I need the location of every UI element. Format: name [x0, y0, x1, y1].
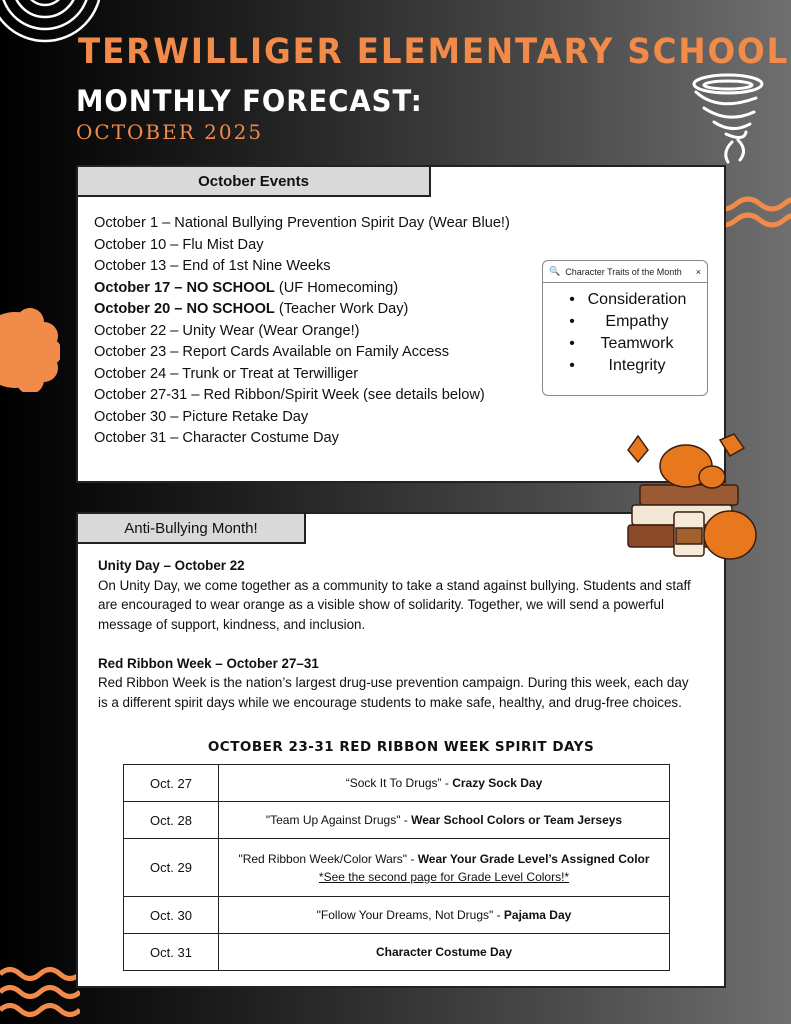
event-item: October 10 – Flu Mist Day: [94, 236, 264, 253]
event-item: October 1 – National Bullying Prevention Spirit Day (Wear Blue!): [94, 215, 510, 231]
event-item: October 24 – Trunk or Treat at Terwilliger: [94, 365, 359, 382]
event-item: October 30 – Picture Retake Day: [94, 408, 309, 425]
pumpkins-books-illustration: [620, 430, 762, 565]
traits-search-bar: [543, 261, 707, 283]
month-label: OCTOBER 2025: [76, 120, 264, 144]
unity-day-body: On Unity Day, we come together as a community to take a stand against bullying. Students and staff are encouraged to wear orange as a visible show of solidarity. Together, we will send a powerful message of support, kindness, and inclusion.: [98, 577, 691, 632]
character-traits-box: [542, 260, 708, 396]
date-cell: Oct. 30: [124, 897, 219, 934]
event-item: October 22 – Unity Wear (Wear Orange!): [94, 322, 360, 339]
page-title: MONTHLY FORECAST:: [76, 84, 423, 118]
trait-item: • Teamwork: [569, 335, 674, 352]
trait-item: • Empathy: [569, 313, 669, 330]
close-icon: ×: [695, 266, 701, 277]
spirit-days-table: [123, 764, 670, 971]
school-name: TERWILLIGER ELEMENTARY SCHOOL: [78, 32, 790, 72]
unity-day-heading: Unity Day – October 22: [98, 558, 245, 573]
spirit-days-title: OCTOBER 23-31 RED RIBBON WEEK SPIRIT DAYS: [207, 739, 595, 755]
orange-wave-decoration-bottom: [0, 962, 80, 1024]
event-item: October 20 – NO SCHOOL (Teacher Work Day): [94, 301, 409, 317]
event-item: October 17 – NO SCHOOL (UF Homecoming): [94, 279, 399, 296]
date-cell: Oct. 29: [124, 839, 219, 897]
table-row: [124, 765, 670, 802]
grade-colors-note: *See the second page for Grade Level Colors!*: [318, 869, 570, 884]
event-item: October 27-31 – Red Ribbon/Spirit Week (see details below): [94, 387, 485, 403]
orange-flower-decoration: [0, 308, 60, 392]
event-item: October 31 – Character Costume Day: [94, 430, 339, 446]
theme-cell: "Team Up Against Drugs" - Wear School Colors or Team Jerseys: [219, 802, 670, 839]
trait-item: • Integrity: [569, 357, 666, 374]
table-row: [124, 897, 670, 934]
theme-cell: “Sock It To Drugs” - Crazy Sock Day: [219, 765, 670, 802]
table-row: [124, 934, 670, 971]
red-ribbon-body: Red Ribbon Week is the nation’s largest drug-use prevention campaign. During this week, each day is a different spirit days while we encourage students to make safe, healthy, and drug-free choices.: [98, 675, 689, 710]
trait-item: • Consideration: [569, 291, 687, 308]
events-list: [94, 213, 510, 450]
table-row: [124, 839, 670, 897]
traits-title: Character Traits of the Month: [565, 266, 682, 277]
red-ribbon-heading: Red Ribbon Week – October 27–31: [98, 655, 319, 671]
theme-cell: "Red Ribbon Week/Color Wars" - Wear Your Grade Level’s Assigned Color *See the second page for Grade Level Colors!*: [219, 839, 670, 897]
date-cell: Oct. 27: [124, 765, 219, 802]
theme-cell: "Follow Your Dreams, Not Drugs" - Pajama Day: [219, 897, 670, 934]
table-row: [124, 802, 670, 839]
date-cell: Oct. 28: [124, 802, 219, 839]
anti-bullying-tab: Anti-Bullying Month!: [76, 512, 306, 544]
anti-bullying-text: [98, 556, 698, 732]
search-icon: 🔍: [549, 266, 561, 276]
october-events-tab: October Events: [76, 165, 431, 197]
date-cell: Oct. 31: [124, 934, 219, 971]
event-item: October 23 – Report Cards Available on Family Access: [94, 344, 450, 360]
event-item: October 13 – End of 1st Nine Weeks: [94, 258, 331, 274]
theme-cell: Character Costume Day: [219, 934, 670, 971]
tornado-icon: [688, 72, 768, 164]
